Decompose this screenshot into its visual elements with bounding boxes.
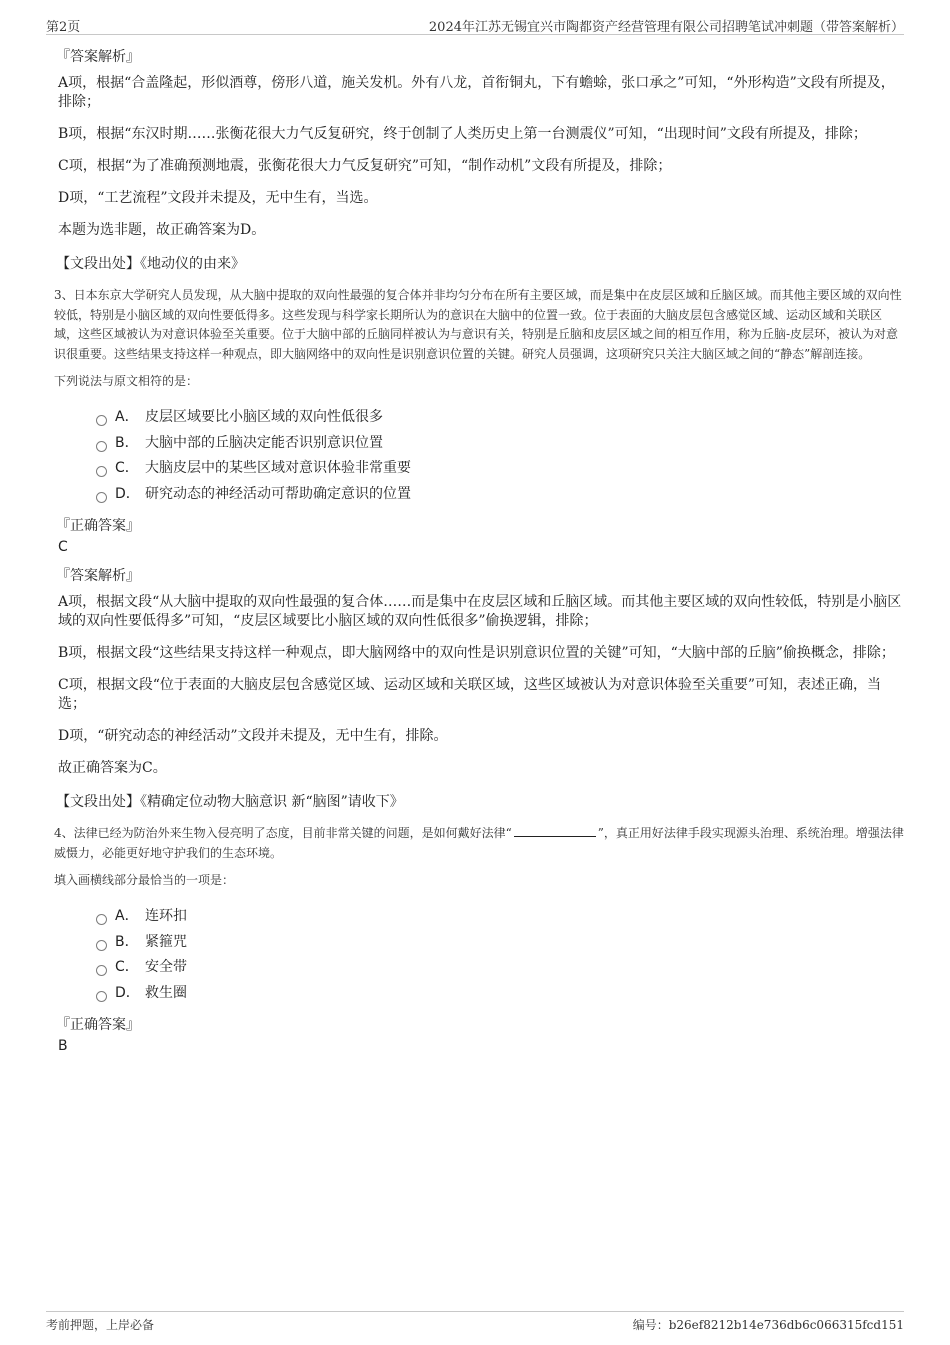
- q4-option-d[interactable]: [96, 981, 904, 1007]
- option-letter: D．: [115, 984, 140, 1001]
- q2-analysis-a: A项，根据“合盖隆起，形似酒尊，傍形八道，施关发机。外有八龙，首衔铜丸，下有蟾蜍，张口承之”可知，“外形构造”文段有所提及，排除；: [58, 75, 895, 110]
- q2-analysis-d: D项，“工艺流程”文段并未提及，无中生有，当选。: [58, 190, 378, 206]
- page-header: [46, 14, 904, 35]
- q3-option-b[interactable]: [96, 431, 904, 457]
- footer-slogan: 考前押题，上岸必备: [46, 1318, 155, 1332]
- option-text: 研究动态的神经活动可帮助确定意识的位置: [145, 485, 411, 502]
- option-text: 安全带: [145, 959, 187, 976]
- q3-answer: C: [58, 539, 68, 555]
- q3-analysis-label: 『答案解析』: [56, 568, 140, 584]
- q4-answer: B: [58, 1038, 68, 1054]
- q3-option-c[interactable]: [96, 456, 904, 482]
- option-text: 大脑皮层中的某些区域对意识体验非常重要: [145, 460, 411, 477]
- q3-question-text: 3、日本东京大学研究人员发现，从大脑中提取的双向性最强的复合体并非均匀分布在所有主要区域，而是集中在皮层区域和丘脑区域。而其他主要区域的双向性较低，特别是小脑区域的双向性要低得多。这些发现与科学家长期所认为的意识在大脑中的位置一致。位于表面的大脑皮层包含感觉区域、运动区域和关联区域，这些区域被认为对意识体验至关重要。位于大脑中部的丘脑同样被认为与意识有关，特别是丘脑和皮层区域之间的相互作用，称为丘脑-皮层环，被认为对意识很重要。这些结果支持这样一种观点，即大脑网络中的双向性是识别意识位置的关键。研究人员强调，这项研究只关注大脑区域之间的“静态”解剖连接。: [54, 288, 902, 361]
- q2-analysis-label: 『答案解析』: [56, 49, 140, 65]
- fill-blank: [514, 825, 596, 837]
- q2-analysis-c: C项，根据“为了准确预测地震，张衡花很大力气反复研究”可知，“制作动机”文段有所提及，排除；: [58, 158, 672, 174]
- page-content: [54, 46, 904, 1064]
- q3-analysis-d: D项，“研究动态的神经活动”文段并未提及，无中生有，排除。: [58, 728, 448, 744]
- radio-icon[interactable]: [96, 466, 107, 477]
- page-footer: [46, 1311, 904, 1332]
- q3-conclusion: 故正确答案为C。: [58, 760, 167, 776]
- option-text: 连环扣: [145, 908, 187, 925]
- option-letter: B．: [115, 434, 139, 451]
- q3-prompt: 下列说法与原文相符的是：: [54, 374, 199, 388]
- q4-text-after: ”，真正用好法律手段实现源头治理、系统治理。增强法律威慑力，必能更好地守护我们的生态环境。: [54, 826, 904, 860]
- q3-option-a[interactable]: [96, 405, 904, 431]
- q4-option-b[interactable]: [96, 930, 904, 956]
- option-letter: A．: [115, 908, 139, 925]
- radio-icon[interactable]: [96, 940, 107, 951]
- q3-answer-label: 『正确答案』: [56, 518, 140, 534]
- q2-conclusion: 本题为选非题，故正确答案为D。: [58, 222, 266, 238]
- radio-icon[interactable]: [96, 492, 107, 503]
- option-letter: C．: [115, 460, 139, 477]
- document-id: 编号：b26ef8212b14e736db6c066315fcd151: [632, 1318, 904, 1332]
- radio-icon[interactable]: [96, 415, 107, 426]
- document-title: 2024年江苏无锡宜兴市陶都资产经营管理有限公司招聘笔试冲刺题（带答案解析）: [428, 20, 904, 35]
- q4-options: [96, 904, 904, 1006]
- radio-icon[interactable]: [96, 965, 107, 976]
- q3-analysis-a: A项，根据文段“从大脑中提取的双向性最强的复合体……而是集中在皮层区域和丘脑区域。而其他主要区域的双向性较低，特别是小脑区域的双向性要低得多”可知，“皮层区域要比小脑区域的双向性低很多”偷换逻辑，排除；: [58, 594, 902, 629]
- option-letter: C．: [115, 959, 139, 976]
- option-text: 大脑中部的丘脑决定能否识别意识位置: [145, 434, 383, 451]
- q3-analysis-b: B项，根据文段“这些结果支持这样一种观点，即大脑网络中的双向性是识别意识位置的关键”可知，“大脑中部的丘脑”偷换概念，排除；: [58, 645, 895, 661]
- page-number: 第2页: [46, 20, 81, 35]
- q3-analysis-c: C项，根据文段“位于表面的大脑皮层包含感觉区域、运动区域和关联区域，这些区域被认为对意识体验至关重要”可知，表述正确，当选；: [58, 677, 882, 712]
- option-letter: B．: [115, 933, 139, 950]
- option-text: 救生圈: [145, 984, 187, 1001]
- q2-analysis-b: B项，根据“东汉时期……张衡花很大力气反复研究，终于创制了人类历史上第一台测震仪”可知，“出现时间”文段有所提及，排除；: [58, 126, 867, 142]
- option-text: 紧箍咒: [145, 933, 187, 950]
- q3-option-d[interactable]: [96, 482, 904, 508]
- option-letter: A．: [115, 409, 139, 426]
- q4-prompt: 填入画横线部分最恰当的一项是：: [54, 873, 235, 887]
- radio-icon[interactable]: [96, 914, 107, 925]
- radio-icon[interactable]: [96, 441, 107, 452]
- q3-options: [96, 405, 904, 507]
- q3-source: 【文段出处】《精确定位动物大脑意识 新“脑图”请收下》: [56, 794, 404, 810]
- option-letter: D．: [115, 485, 140, 502]
- q4-answer-label: 『正确答案』: [56, 1017, 140, 1033]
- q4-option-a[interactable]: [96, 904, 904, 930]
- q2-source: 【文段出处】《地动仪的由来》: [56, 256, 245, 272]
- radio-icon[interactable]: [96, 991, 107, 1002]
- q4-option-c[interactable]: [96, 955, 904, 981]
- q4-text-before: 4、法律已经为防治外来生物入侵亮明了态度，目前非常关键的问题，是如何戴好法律“: [54, 826, 512, 840]
- q4-question-text: [54, 824, 904, 863]
- option-text: 皮层区域要比小脑区域的双向性低很多: [145, 409, 383, 426]
